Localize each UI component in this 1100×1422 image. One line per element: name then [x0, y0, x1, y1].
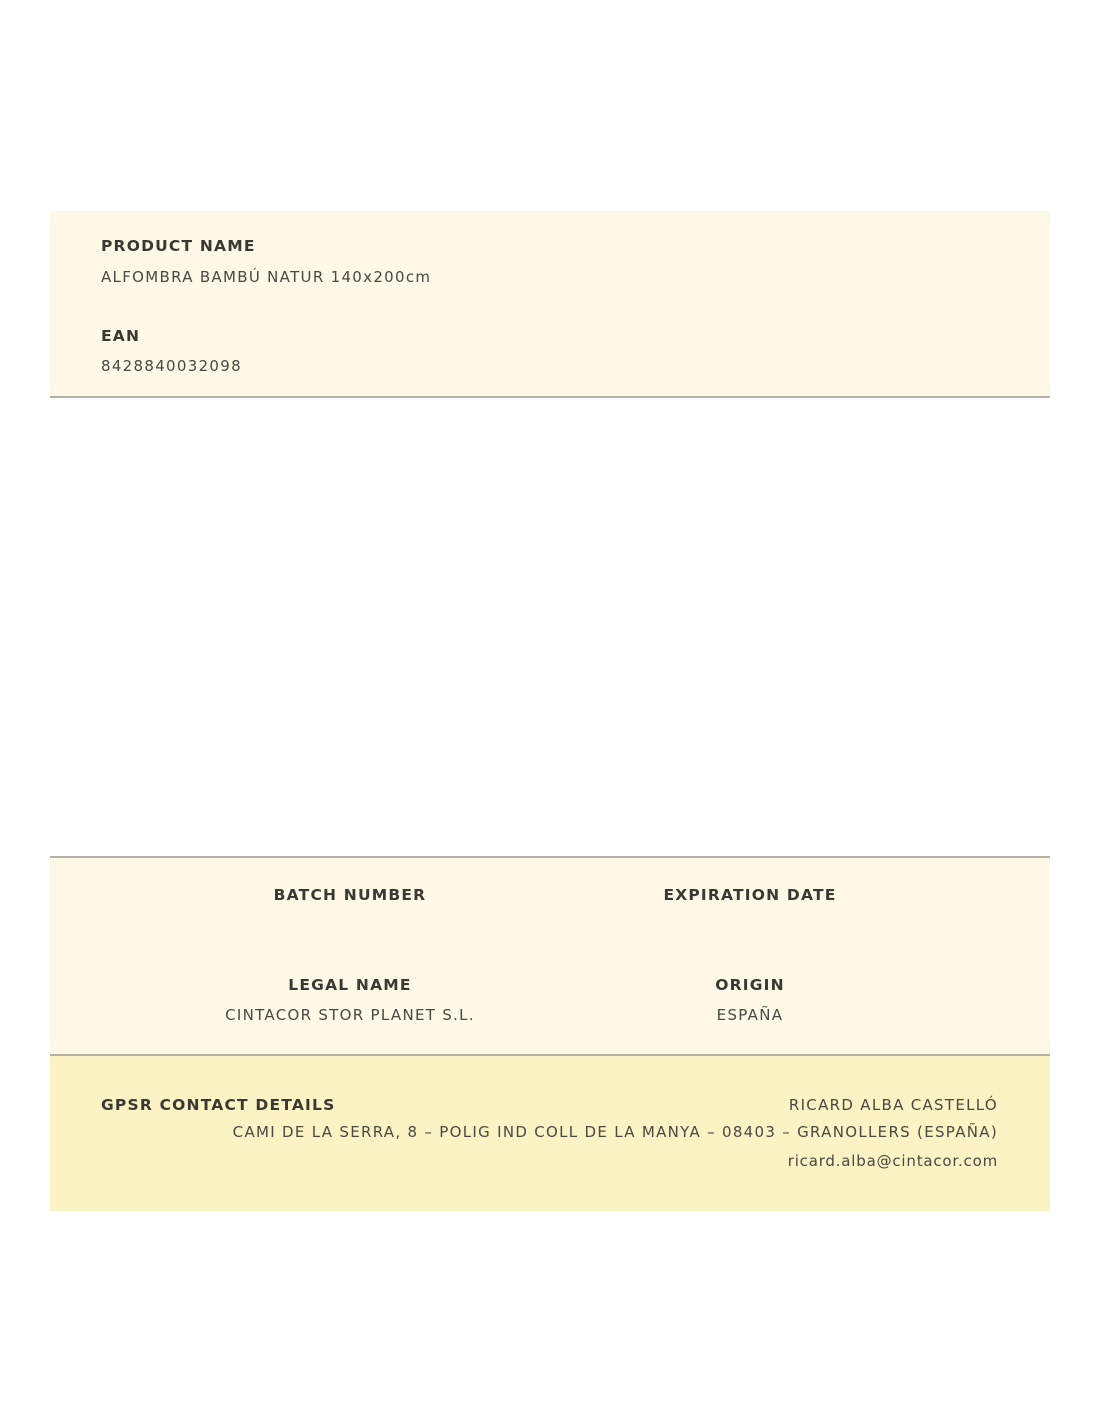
origin-value: ESPAÑA — [716, 1006, 784, 1024]
gpsr-contact-label: GPSR CONTACT DETAILS — [101, 1096, 336, 1114]
gpsr-contact-panel — [50, 1056, 1050, 1211]
product-details-panel — [50, 856, 1050, 1056]
ean-value: 8428840032098 — [101, 357, 242, 375]
ean-label: EAN — [101, 327, 141, 345]
product-info-panel — [50, 211, 1050, 398]
legal-name-value: CINTACOR STOR PLANET S.L. — [225, 1006, 475, 1024]
legal-name-label: LEGAL NAME — [288, 976, 412, 994]
batch-number-label: BATCH NUMBER — [273, 886, 427, 904]
contact-address: CAMI DE LA SERRA, 8 – POLIG IND COLL DE LA MANYA – 08403 – GRANOLLERS (ESPAÑA) — [232, 1123, 998, 1141]
origin-label: ORIGIN — [715, 976, 785, 994]
product-name-label: PRODUCT NAME — [101, 237, 256, 255]
contact-email: ricard.alba@cintacor.com — [787, 1152, 998, 1170]
contact-name: RICARD ALBA CASTELLÓ — [788, 1096, 998, 1114]
product-name-value: ALFOMBRA BAMBÚ NATUR 140x200cm — [101, 268, 432, 286]
expiration-date-label: EXPIRATION DATE — [663, 886, 837, 904]
